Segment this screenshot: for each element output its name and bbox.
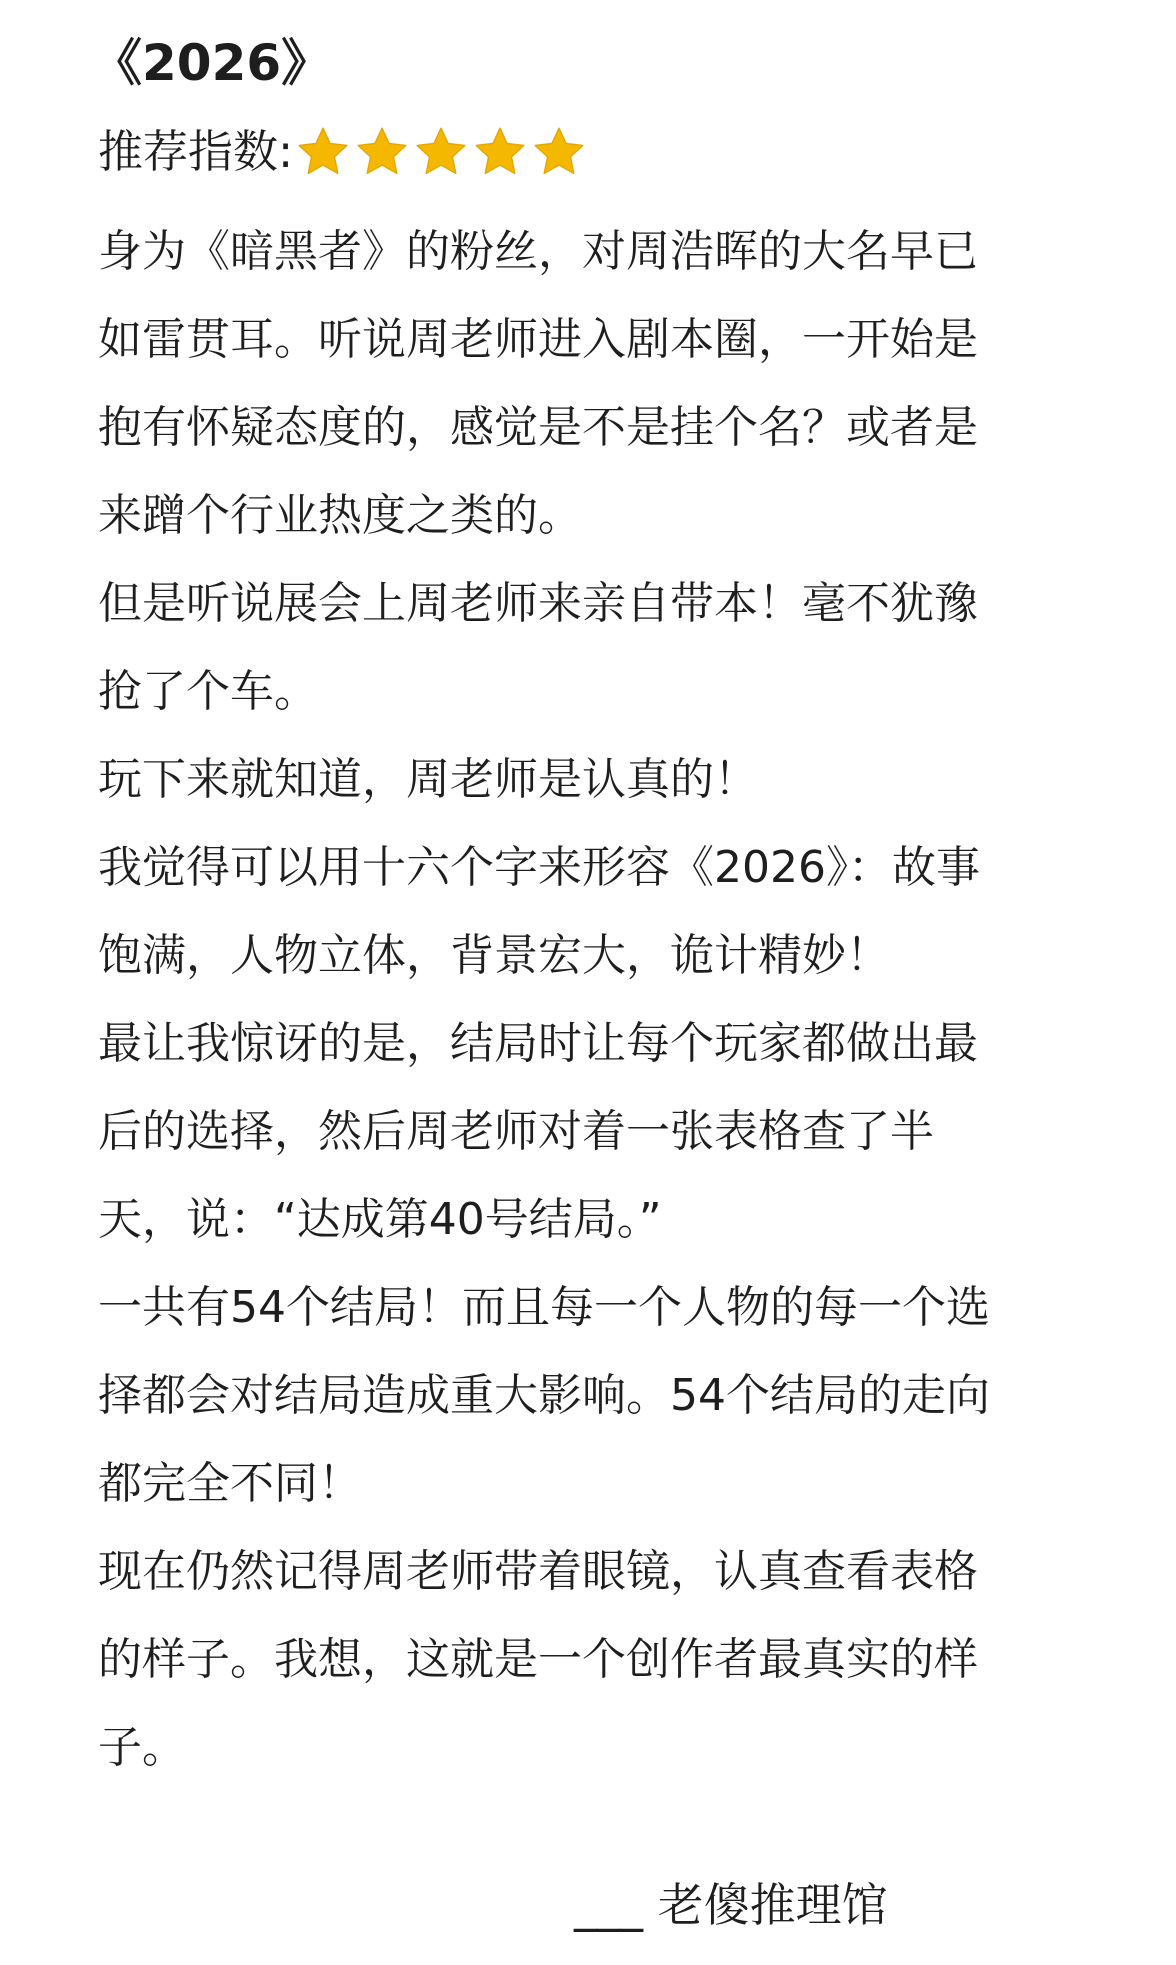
review-line: 抱有怀疑态度的，感觉是不是挂个名？或者是: [98, 402, 978, 453]
rating-stars: [295, 124, 590, 180]
review-line: 玩下来就知道，周老师是认真的！: [98, 754, 758, 805]
star-icon: [413, 124, 469, 180]
review-line: 的样子。我想，这就是一个创作者最真实的样: [98, 1634, 978, 1685]
review-line: 抢了个车。: [98, 666, 318, 717]
author-signature: ___ 老傻推理馆: [574, 1878, 888, 1932]
star-icon: [472, 124, 528, 180]
review-line: 我觉得可以用十六个字来形容《2026》：故事: [98, 842, 980, 893]
review-content: [92, 30, 1098, 1792]
rating-row: [98, 120, 1098, 184]
review-line: 饱满，人物立体，背景宏大，诡计精妙！: [98, 930, 890, 981]
review-line: 天，说：“达成第40号结局。”: [98, 1194, 662, 1245]
rating-label: 推荐指数:: [98, 125, 294, 178]
star-icon: [354, 124, 410, 180]
review-body: [98, 208, 1098, 1792]
review-line: 如雷贯耳。听说周老师进入剧本圈，一开始是: [98, 314, 978, 365]
review-line: 都完全不同！: [98, 1458, 362, 1509]
review-line: 来蹭个行业热度之类的。: [98, 490, 582, 541]
review-line: 身为《暗黑者》的粉丝，对周浩晖的大名早已: [98, 226, 978, 277]
review-line: 后的选择，然后周老师对着一张表格查了半: [98, 1106, 934, 1157]
review-line: 子。: [98, 1722, 186, 1773]
review-title: 《2026》: [92, 34, 332, 92]
review-line: 一共有54个结局！而且每一个人物的每一个选: [98, 1282, 990, 1333]
star-icon: [531, 124, 587, 180]
star-icon: [295, 124, 351, 180]
review-line: 但是听说展会上周老师来亲自带本！毫不犹豫: [98, 578, 978, 629]
review-line: 现在仍然记得周老师带着眼镜，认真查看表格: [98, 1546, 978, 1597]
review-line: 最让我惊讶的是，结局时让每个玩家都做出最: [98, 1018, 978, 1069]
review-line: 择都会对结局造成重大影响。54个结局的走向: [98, 1370, 990, 1421]
